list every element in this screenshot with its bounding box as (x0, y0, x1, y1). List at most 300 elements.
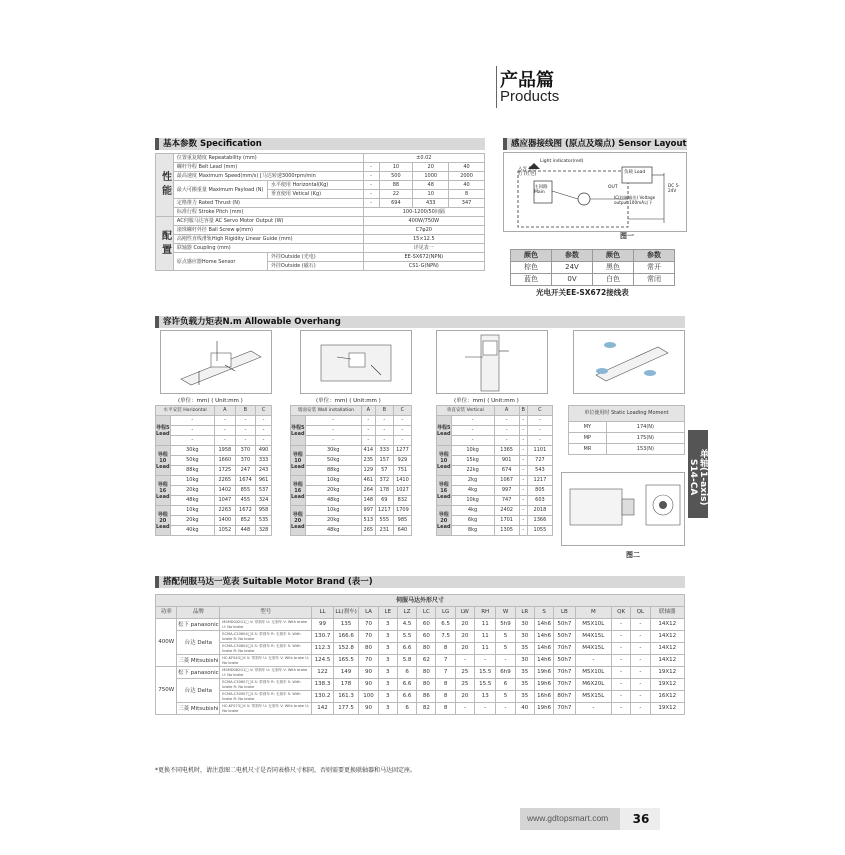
motor-dim-cell: 99 (312, 619, 333, 631)
motor-dim-cell: - (612, 691, 631, 703)
vertical-diagram (436, 330, 548, 394)
overhang-cell: 15kg (451, 456, 494, 466)
overhang-cell: 1672 (235, 506, 256, 516)
sensor-table-caption: 光电开关EE-SX672接线表 (536, 288, 629, 297)
motor-dim-cell: 11 (475, 643, 496, 655)
motor-dim-cell: 80 (417, 667, 436, 679)
overhang-cell: 20kg (305, 486, 361, 496)
spec-cell: 垂直使用 Vetical (Kg) (267, 190, 363, 199)
page-title-cn: 产品篇 (500, 70, 554, 91)
overhang-row (437, 506, 553, 516)
overhang-row (156, 506, 272, 516)
spec-cell: 100-1200/50间隔 (363, 208, 484, 217)
spec-row (156, 253, 485, 262)
overhang-cell: 901 (494, 456, 519, 466)
motor-col-header: LA (359, 607, 378, 619)
spec-cell: 40 (449, 163, 485, 172)
motor-dim-cell: - (612, 643, 631, 655)
motor-col-header: LE (378, 607, 397, 619)
motor-row (156, 691, 685, 703)
motor-dim-cell: 82 (417, 703, 436, 715)
motor-dim-cell: 62 (417, 655, 436, 667)
overhang-cell: 10kg (170, 506, 215, 516)
spec-cell: - (363, 190, 379, 199)
model-cell: HC-KFS43□K V: 带刹车 U: 无刹车 V: With brake U: No brake (220, 655, 312, 667)
brand-cell: 台达 Delta (177, 631, 220, 655)
spec-cell: 8 (449, 190, 485, 199)
motor-dim-cell: 8 (436, 643, 455, 655)
overhang-cell: - (256, 416, 272, 426)
motor-col-header: QL (631, 607, 650, 619)
motor-dim-cell: - (475, 655, 496, 667)
motor-dim-cell: 19h6 (534, 703, 553, 715)
motor-col-header: 型号 (220, 607, 312, 619)
motor-note: *更换不同电机时，请注意图二电机尺寸是否同表格尺寸相同，否则需要更换联轴器和马达固定座。 (155, 767, 417, 774)
overhang-cell: 603 (527, 496, 552, 506)
static-moment-cell: 175(N) (606, 433, 684, 444)
overhang-cell: 1052 (215, 526, 236, 536)
motor-dim-cell: 5.5 (397, 631, 416, 643)
motor-col-header: LG (436, 607, 455, 619)
motor-dim-cell: - (575, 703, 611, 715)
motor-dim-cell: 14X12 (650, 631, 684, 643)
motor-dim-cell: - (631, 667, 650, 679)
overhang-cell: 50kg (170, 456, 215, 466)
static-moment-cell: MR (569, 444, 607, 455)
overhang-cell: 370 (235, 446, 256, 456)
motor-dim-cell: 60 (417, 619, 436, 631)
motor-dim-cell: 16h6 (534, 691, 553, 703)
spec-row (156, 208, 485, 217)
spec-row (156, 217, 485, 226)
model-cell: ECMA-C30907□S S: 带刹车 R: 无刹车 S: With brake R: No brake (220, 691, 312, 703)
unit-label-1: (单位：mm) ( Unit:mm ) (178, 398, 243, 404)
overhang-cell: 4kg (451, 506, 494, 516)
overhang-cell: - (235, 436, 256, 446)
overhang-cell: - (527, 436, 552, 446)
motor-table (155, 594, 685, 715)
config-group-label: 配置 (156, 217, 174, 271)
overhang-row (156, 456, 272, 466)
overhang-cell: - (494, 436, 519, 446)
motor-dim-cell: 86 (417, 691, 436, 703)
motor-dim-cell: 152.8 (333, 643, 359, 655)
motor-dim-cell: - (575, 655, 611, 667)
motor-dim-cell: 19X12 (650, 703, 684, 715)
spec-cell: ±0.02 (363, 154, 484, 163)
spec-cell: 2000 (449, 172, 485, 181)
motor-dim-cell: 6.6 (397, 679, 416, 691)
overhang-cell: - (305, 416, 361, 426)
motor-dim-cell: - (496, 655, 515, 667)
motor-dim-cell: 7 (436, 655, 455, 667)
lead-label: 导程16 Lead (437, 476, 452, 506)
motor-dim-cell: 3 (378, 655, 397, 667)
overhang-cell: 1101 (527, 446, 552, 456)
spec-row (156, 226, 485, 235)
motor-dim-cell: 25 (455, 667, 474, 679)
motor-dim-cell: 15.5 (475, 667, 496, 679)
spec-section-bar: 基本参数 Specification (155, 138, 485, 150)
motor-dim-cell: 6 (397, 703, 416, 715)
motor-dim-cell: M5X10L (575, 667, 611, 679)
overhang-table-title: 墙面安装 Wall installation (291, 406, 362, 416)
overhang-row (291, 426, 412, 436)
overhang-row (156, 416, 272, 426)
spec-cell: AC伺服马达容量 AC Servo Motor Output (W) (173, 217, 363, 226)
overhang-row (156, 516, 272, 526)
overhang-cell: 247 (235, 466, 256, 476)
motor-col-header: LB (554, 607, 575, 619)
motor-dim-cell: M5X10L (575, 619, 611, 631)
spec-cell: 88 (379, 181, 413, 190)
overhang-cell: 674 (494, 466, 519, 476)
motor-dim-cell: 70 (359, 619, 378, 631)
motor-dim-cell: 60 (417, 631, 436, 643)
overhang-cell: 129 (361, 466, 375, 476)
motor-col-header: LC (417, 607, 436, 619)
horizontal-overhang-table (155, 405, 272, 536)
motor-dim-cell: 14X12 (650, 619, 684, 631)
spec-cell: 联轴器 Coupling (mm) (173, 244, 363, 253)
motor-drawing (561, 472, 685, 546)
spec-cell: 原点感应器Home Sensor (173, 253, 267, 271)
motor-dim-cell: 90 (359, 667, 378, 679)
motor-row (156, 619, 685, 631)
motor-col-header: QK (612, 607, 631, 619)
overhang-row (291, 486, 412, 496)
motor-col-header: LL(刹车) (333, 607, 359, 619)
overhang-cell: 1277 (393, 446, 411, 456)
spec-cell: 最高速度 Maximum Speed(mm/s) [马达转速3000rpm/min (173, 172, 363, 181)
spec-cell: - (363, 172, 379, 181)
overhang-cell: 243 (256, 466, 272, 476)
overhang-cell: 1365 (494, 446, 519, 456)
overhang-row (437, 446, 553, 456)
spec-cell: 347 (449, 199, 485, 208)
motor-dim-cell: 3 (378, 619, 397, 631)
overhang-cell: 1366 (527, 516, 552, 526)
motor-dim-cell: 70h7 (554, 667, 575, 679)
sensor-header-cell: 颜色 (511, 250, 552, 262)
motor-dim-cell: - (612, 667, 631, 679)
performance-group-label: 性能 (156, 154, 174, 217)
motor-dim-cell: 165.5 (333, 655, 359, 667)
motor-dim-cell: - (631, 679, 650, 691)
motor-dim-cell: 3 (378, 679, 397, 691)
motor-dim-cell: - (612, 631, 631, 643)
motor-dim-cell: - (631, 703, 650, 715)
overhang-cell: - (393, 416, 411, 426)
overhang-cell: 997 (361, 506, 375, 516)
main-label: 主回路 Main (534, 185, 548, 195)
motor-dim-cell: 80 (417, 643, 436, 655)
overhang-cell: 88kg (305, 466, 361, 476)
model-cell: MSMD082G1□ V: 带刹车 U: 无刹车 V: With brake U: No brake (220, 667, 312, 679)
indicator-label: 入光 指示灯 (红色) (518, 167, 538, 177)
overhang-row (291, 416, 412, 426)
motor-dim-cell: - (612, 655, 631, 667)
motor-dim-cell: 80 (417, 679, 436, 691)
overhang-cell: - (519, 466, 527, 476)
lead-label: 导程16 Lead (156, 476, 171, 506)
overhang-cell: 30kg (170, 446, 215, 456)
overhang-cell: 513 (361, 516, 375, 526)
motor-dim-cell: 70 (359, 631, 378, 643)
model-cell: HC-KFS73□K V: 带刹车 U: 无刹车 V: With brake U: No brake (220, 703, 312, 715)
motor-dim-cell: 161.3 (333, 691, 359, 703)
wiring-svg (504, 153, 688, 233)
overhang-row (156, 436, 272, 446)
motor-dim-cell: - (612, 619, 631, 631)
overhang-cell: 20kg (305, 516, 361, 526)
overhang-row (291, 516, 412, 526)
overhang-cell: 727 (527, 456, 552, 466)
overhang-cell: 10kg (451, 496, 494, 506)
overhang-row (156, 526, 272, 536)
motor-dim-cell: 70 (359, 655, 378, 667)
lead-label: 导程20 Lead (156, 506, 171, 536)
overhang-cell: 20kg (170, 486, 215, 496)
motor-dim-cell: - (455, 703, 474, 715)
overhang-col-header: B (235, 406, 256, 416)
sensor-cell: 常闭 (634, 274, 675, 286)
overhang-cell: 328 (256, 526, 272, 536)
out-label: OUT (608, 185, 618, 190)
overhang-cell: 455 (235, 496, 256, 506)
spec-cell: 48 (413, 181, 449, 190)
motor-dim-cell: 20 (455, 619, 474, 631)
brand-cell: 三菱 Mitsubishi (177, 703, 220, 715)
overhang-cell: 461 (361, 476, 375, 486)
spec-cell: 详见表一 (363, 244, 484, 253)
motor-dim-cell: 3 (378, 631, 397, 643)
motor-dim-cell: 35 (515, 679, 534, 691)
overhang-cell: - (519, 426, 527, 436)
motor-dim-cell: 178 (333, 679, 359, 691)
lead-label: 导程20 Lead (437, 506, 452, 536)
overhang-cell: 1217 (375, 506, 393, 516)
spec-cell: - (363, 199, 379, 208)
footer-website[interactable]: www.gdtopsmart.com (527, 813, 609, 823)
motor-col-header: S (534, 607, 553, 619)
motor-dim-cell: 70h7 (554, 703, 575, 715)
motor-dim-cell: 70h7 (554, 643, 575, 655)
motor-col-header: 功率 (156, 607, 177, 619)
overhang-cell: 88kg (170, 466, 215, 476)
overhang-cell: 48kg (170, 496, 215, 506)
fig2-label: 图二 (626, 551, 640, 559)
overhang-cell: - (519, 446, 527, 456)
overhang-cell: 4kg (451, 486, 494, 496)
wall-diagram (300, 330, 412, 394)
overhang-cell: 958 (256, 506, 272, 516)
motor-dim-cell: 6.6 (397, 643, 416, 655)
overhang-cell: 490 (256, 446, 272, 456)
overhang-cell: 10kg (451, 446, 494, 456)
overhang-cell: - (215, 416, 236, 426)
overhang-row (291, 466, 412, 476)
motor-dim-cell: 11 (475, 631, 496, 643)
power-cell: 400W (156, 619, 177, 667)
sensor-cell: 24V (552, 262, 593, 274)
overhang-cell: - (451, 426, 494, 436)
spec-cell: 位置重复精度 Repeatability (mm) (173, 154, 363, 163)
overhang-cell: 40kg (170, 526, 215, 536)
overhang-cell: 414 (361, 446, 375, 456)
overhang-cell: 20kg (170, 516, 215, 526)
sensor-cell: 蓝色 (511, 274, 552, 286)
motor-dim-cell: 6.6 (397, 691, 416, 703)
spec-cell: 20 (413, 163, 449, 172)
overhang-cell: - (361, 426, 375, 436)
overhang-cell: 832 (393, 496, 411, 506)
overhang-col-header: C (256, 406, 272, 416)
spec-row (156, 244, 485, 253)
overhang-cell: 2263 (215, 506, 236, 516)
horizontal-diagram (160, 330, 272, 394)
spec-row (156, 172, 485, 181)
overhang-cell: 2018 (527, 506, 552, 516)
motor-col-header: M (575, 607, 611, 619)
page-title-en: Products (500, 88, 560, 105)
motor-dim-cell: 8 (436, 703, 455, 715)
overhang-cell: - (170, 416, 215, 426)
overhang-cell: - (361, 416, 375, 426)
motor-dim-cell: 149 (333, 667, 359, 679)
overhang-row (437, 516, 553, 526)
title-divider (496, 66, 497, 108)
motor-dim-cell: 11 (475, 619, 496, 631)
spec-cell: 10 (413, 190, 449, 199)
brand-cell: 松下 panasonic (177, 667, 220, 679)
motor-dim-cell: 5.8 (397, 655, 416, 667)
lead-label: 导程20 Lead (291, 506, 306, 536)
motor-dim-cell: 142 (312, 703, 333, 715)
motor-dim-cell: 166.6 (333, 631, 359, 643)
sensor-cell: 黑色 (593, 262, 634, 274)
motor-dim-cell: - (496, 703, 515, 715)
motor-dim-cell: - (612, 703, 631, 715)
overhang-cell: - (494, 426, 519, 436)
overhang-cell: 10kg (170, 476, 215, 486)
overhang-cell: 69 (375, 496, 393, 506)
overhang-cell: - (375, 416, 393, 426)
static-moment-diagram (573, 330, 685, 394)
motor-col-header: LZ (397, 607, 416, 619)
overhang-cell: 1674 (235, 476, 256, 486)
motor-row (156, 703, 685, 715)
motor-dim-cell: 19X12 (650, 667, 684, 679)
spec-cell: 外挂Outside (磁石) (267, 262, 363, 271)
motor-dim-cell: 130.2 (312, 691, 333, 703)
sensor-color-table (510, 249, 675, 286)
spec-cell: 水平使用 Horizontal(Kg) (267, 181, 363, 190)
voltage-label: IC(控制输出) Voltage output 100mA以下 (614, 195, 656, 205)
motor-dim-cell: 7.5 (436, 631, 455, 643)
overhang-cell: 264 (361, 486, 375, 496)
overhang-row (437, 436, 553, 446)
spec-cell: 15×12.5 (363, 235, 484, 244)
overhang-cell: 10kg (305, 476, 361, 486)
overhang-row (291, 496, 412, 506)
sensor-cell: 白色 (593, 274, 634, 286)
overhang-cell: 30kg (305, 446, 361, 456)
sensor-header-cell: 参数 (634, 250, 675, 262)
overhang-row (291, 436, 412, 446)
overhang-cell: - (215, 436, 236, 446)
motor-row (156, 655, 685, 667)
motor-dim-cell: 8 (436, 691, 455, 703)
spec-row (156, 154, 485, 163)
overhang-cell: 6kg (451, 516, 494, 526)
overhang-row (156, 476, 272, 486)
motor-col-header: LW (455, 607, 474, 619)
motor-col-header: 品牌 (177, 607, 220, 619)
overhang-cell: - (170, 426, 215, 436)
overhang-cell: 1410 (393, 476, 411, 486)
sensor-section-bar: 感应器接线图 (原点及端点) Sensor Layout (503, 138, 687, 150)
brand-cell: 松下 panasonic (177, 619, 220, 631)
overhang-cell: 157 (375, 456, 393, 466)
overhang-cell: - (451, 416, 494, 426)
motor-dim-cell: M4X15L (575, 631, 611, 643)
motor-row (156, 643, 685, 655)
overhang-cell: - (305, 436, 361, 446)
overhang-cell: 448 (235, 526, 256, 536)
motor-dim-cell: - (631, 691, 650, 703)
overhang-cell: 1305 (494, 526, 519, 536)
motor-row (156, 667, 685, 679)
motor-dim-cell: 14X12 (650, 643, 684, 655)
overhang-cell: 148 (361, 496, 375, 506)
motor-col-header: LR (515, 607, 534, 619)
overhang-cell: 1027 (393, 486, 411, 496)
motor-dim-cell: 14h6 (534, 619, 553, 631)
overhang-cell: - (519, 516, 527, 526)
motor-dim-cell: 3 (378, 703, 397, 715)
motor-dim-cell: 5 (496, 631, 515, 643)
dc-label: DC 5-24V (668, 183, 680, 193)
motor-group-header: 伺服马达外形尺寸 (156, 595, 685, 607)
overhang-cell: 985 (393, 516, 411, 526)
overhang-cell: - (519, 496, 527, 506)
overhang-cell: 48kg (305, 496, 361, 506)
overhang-cell: - (170, 436, 215, 446)
overhang-row (437, 526, 553, 536)
motor-dim-cell: 35 (515, 667, 534, 679)
overhang-cell: - (361, 436, 375, 446)
overhang-row (156, 496, 272, 506)
overhang-row (437, 456, 553, 466)
motor-dim-cell: 90 (359, 679, 378, 691)
overhang-row (437, 476, 553, 486)
static-moment-cell: 174(N) (606, 422, 684, 433)
overhang-cell: 805 (527, 486, 552, 496)
motor-dim-cell: 19X12 (650, 679, 684, 691)
overhang-cell: 50kg (305, 456, 361, 466)
spec-cell: 螺杆导程 Belt Lead (mm) (173, 163, 363, 172)
overhang-cell: - (527, 416, 552, 426)
lead-label: 导程16 Lead (291, 476, 306, 506)
overhang-cell: - (235, 426, 256, 436)
motor-dim-cell: 20 (455, 631, 474, 643)
spec-cell: 40 (449, 181, 485, 190)
overhang-row (437, 496, 553, 506)
overhang-cell: 333 (375, 446, 393, 456)
motor-dim-cell: M5X15L (575, 691, 611, 703)
overhang-row (156, 466, 272, 476)
